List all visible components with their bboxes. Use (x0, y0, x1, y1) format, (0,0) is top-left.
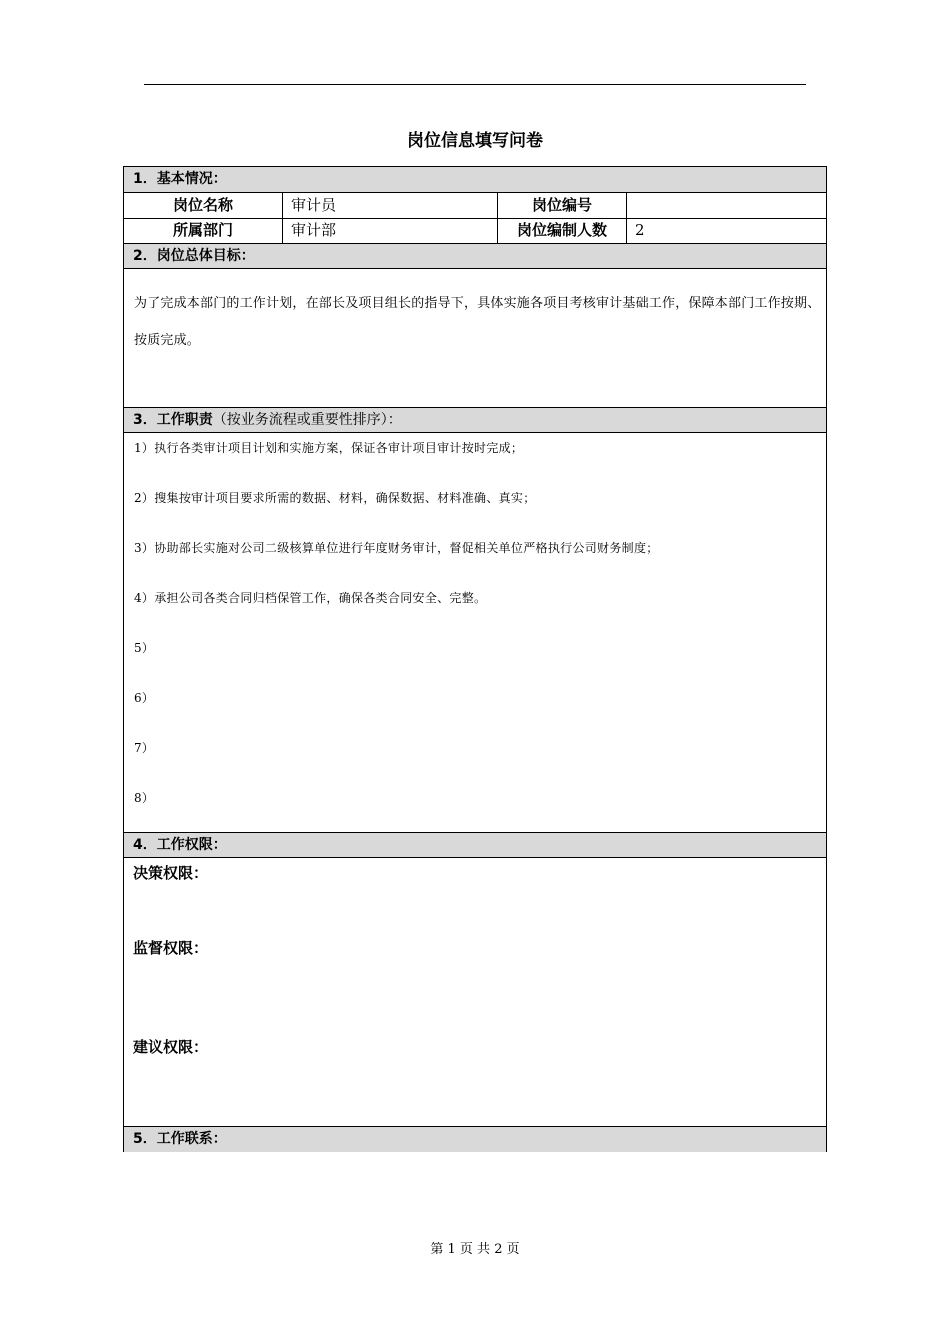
section-4-title: 4．工作权限： (133, 837, 227, 853)
section-4-heading (124, 832, 826, 858)
section-5-heading (124, 1126, 826, 1152)
section-3-note: （按业务流程或重要性排序）： (212, 412, 402, 428)
headcount-label: 岗位编制人数 (497, 218, 626, 243)
duty-item: 2）搜集按审计项目要求所需的数据、材料，确保数据、材料准确、真实； (134, 491, 536, 505)
section-1-title: 1．基本情况： (133, 171, 227, 187)
suggestion-authority-label: 建议权限： (133, 1038, 209, 1056)
document-title: 岗位信息填写问卷 (407, 131, 543, 151)
duty-item: 7） (134, 741, 155, 755)
overall-goal-text: 为了完成本部门的工作计划，在部长及项目组长的指导下，具体实施各项目考核审计基础工作，保障本部门工作按期、按质完成。 (134, 296, 821, 348)
section-3-title: 3．工作职责 (133, 412, 213, 428)
department-value[interactable]: 审计部 (282, 218, 497, 243)
questionnaire-form (123, 166, 827, 1152)
position-code-value[interactable] (626, 193, 826, 218)
duty-item: 6） (134, 691, 155, 705)
duty-item: 3）协助部长实施对公司二级核算单位进行年度财务审计，督促相关单位严格执行公司财务制度； (134, 541, 659, 555)
page-footer: 第 1 页 共 2 页 (430, 1242, 520, 1257)
basic-info-row-2 (124, 218, 826, 243)
duty-item: 5） (134, 641, 155, 655)
section-5-title: 5．工作联系： (133, 1131, 227, 1147)
header-rule (144, 84, 806, 85)
section-1-heading (124, 167, 826, 193)
position-name-label: 岗位名称 (172, 196, 233, 214)
basic-info-row-1 (124, 193, 826, 218)
position-code-label: 岗位编号 (497, 193, 626, 218)
section-2-heading (124, 243, 826, 269)
headcount-value[interactable]: 2 (626, 218, 826, 243)
duty-item: 1）执行各类审计项目计划和实施方案，保证各审计项目审计按时完成； (134, 441, 524, 455)
section-3-heading (124, 407, 826, 433)
duty-item: 4）承担公司各类合同归档保管工作，确保各类合同安全、完整。 (134, 591, 487, 605)
supervision-authority-label: 监督权限： (133, 939, 209, 957)
decision-authority-label: 决策权限： (133, 864, 209, 882)
section-2-title: 2．岗位总体目标： (133, 248, 255, 264)
department-label: 所属部门 (172, 221, 233, 239)
position-name-value[interactable]: 审计员 (282, 193, 497, 218)
duty-item: 8） (134, 791, 155, 805)
